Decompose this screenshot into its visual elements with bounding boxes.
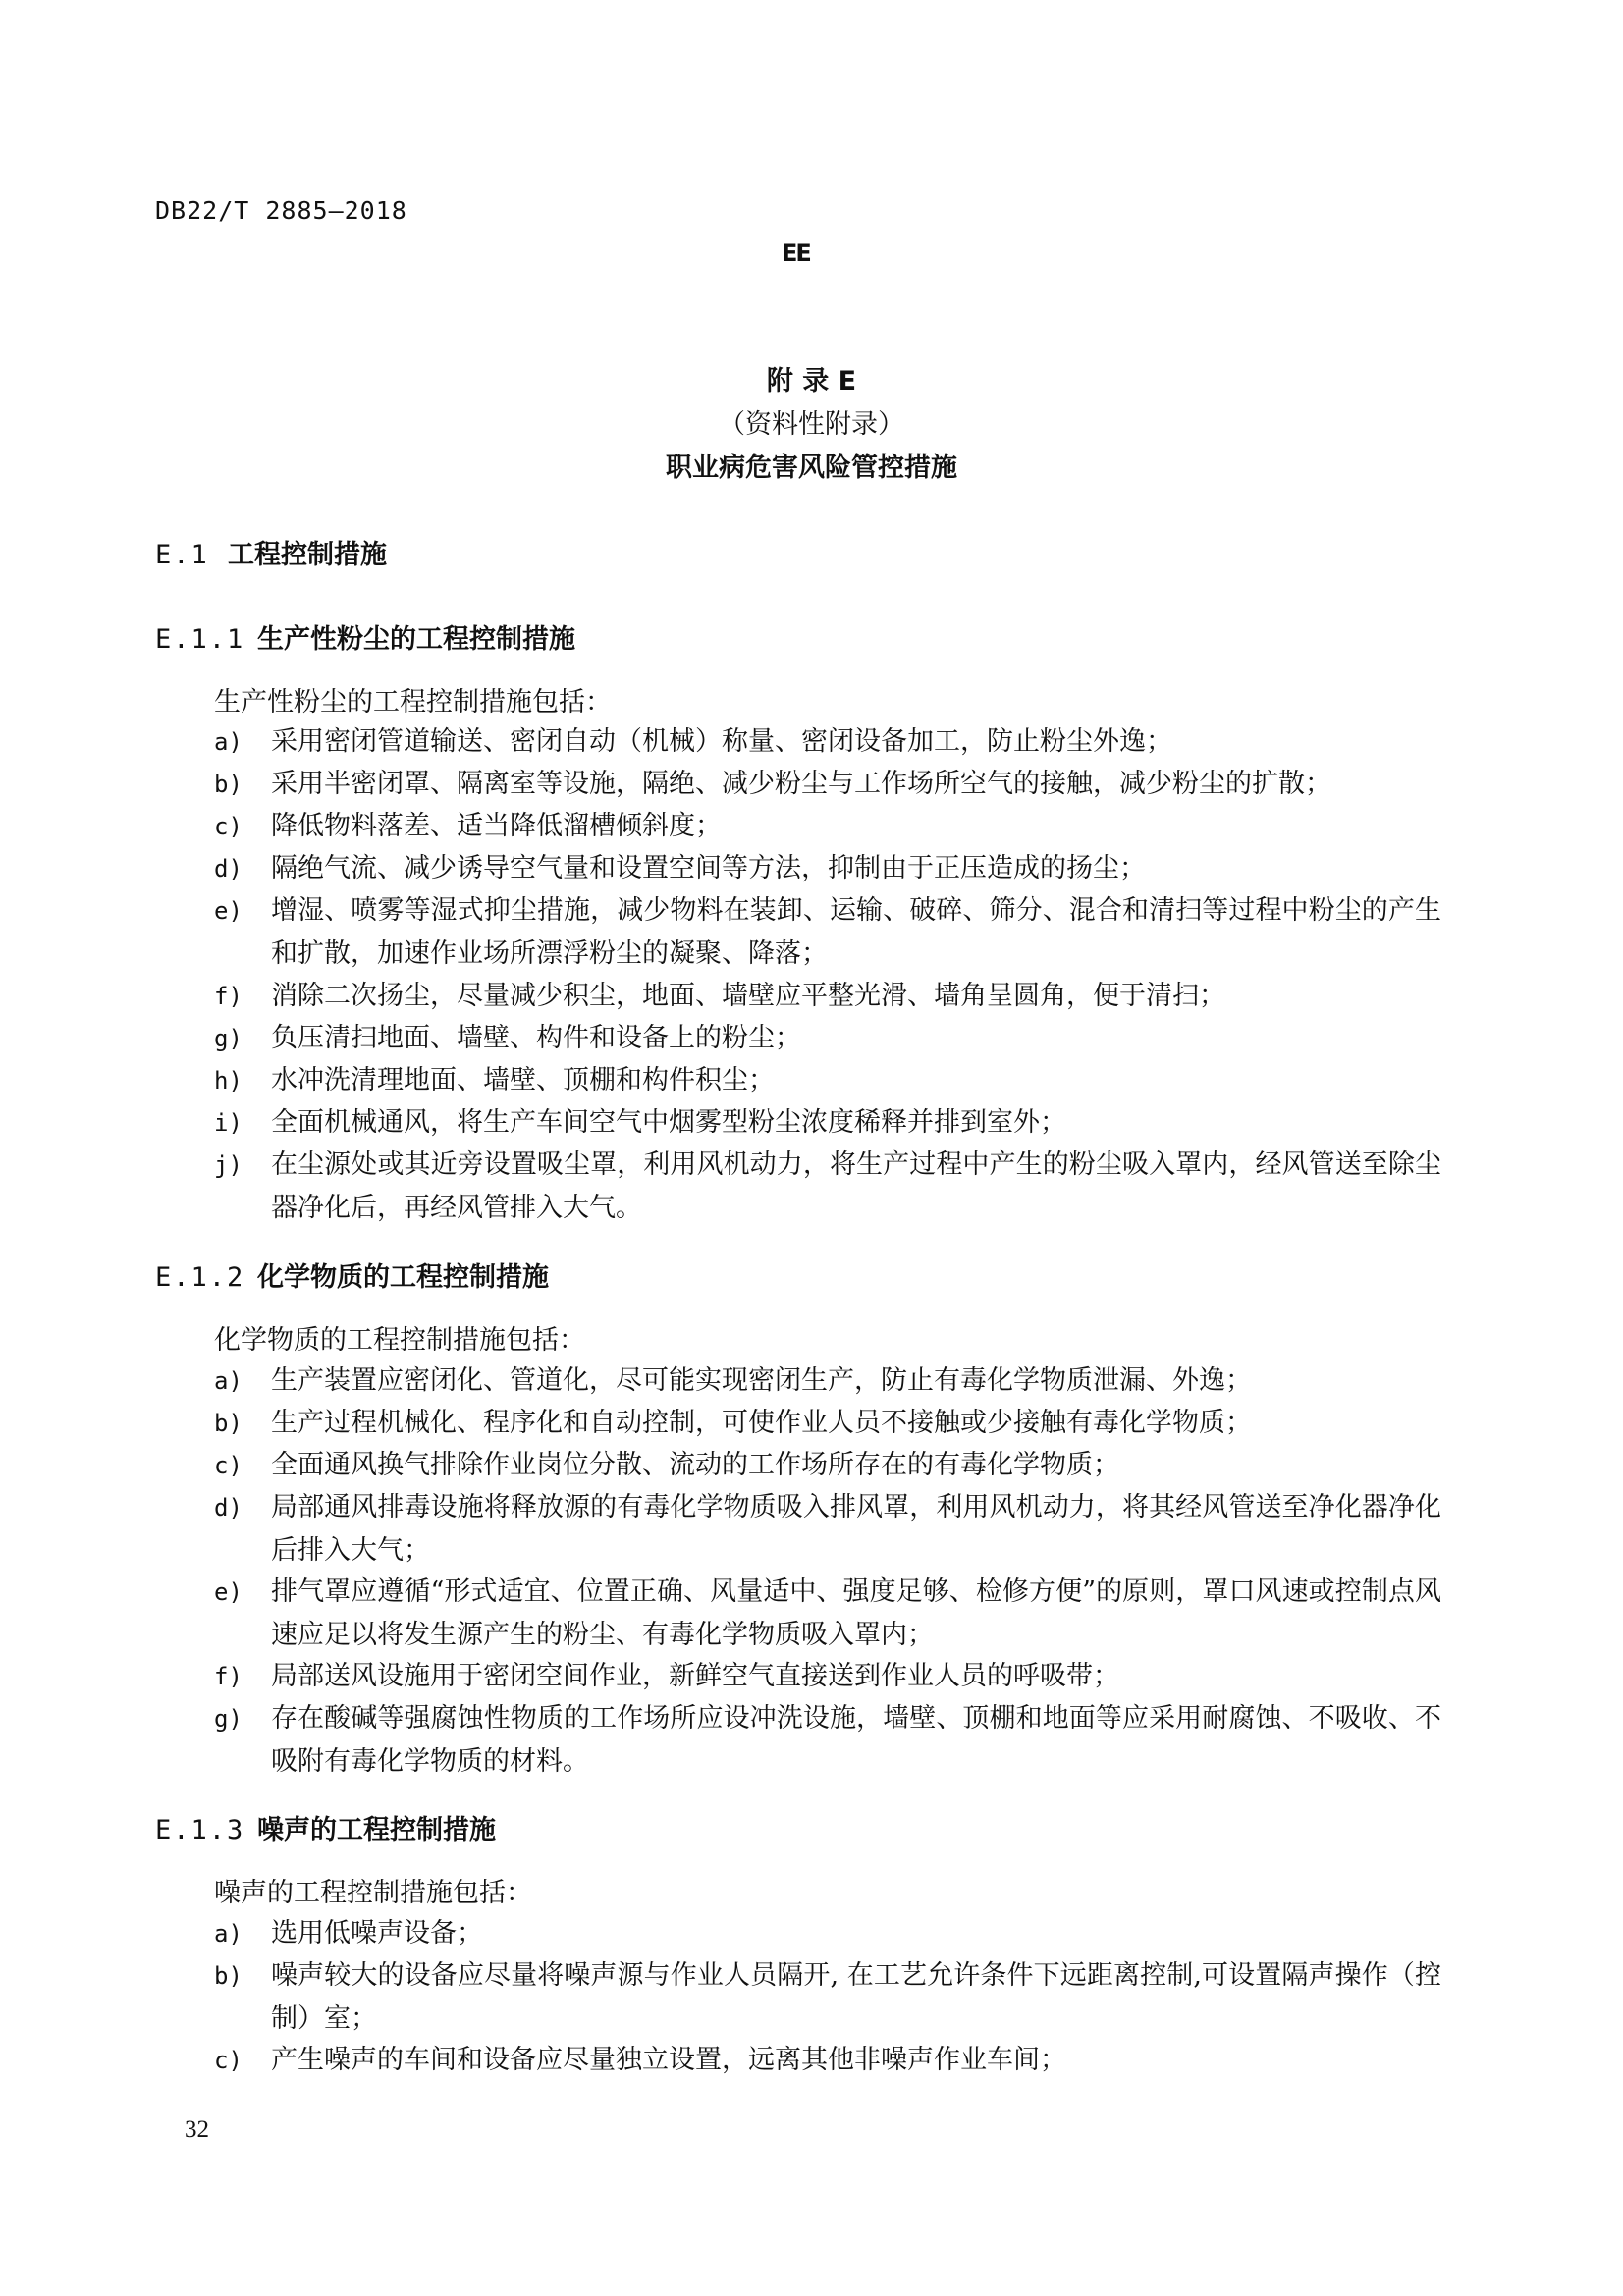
appendix-name: 职业病危害风险管控措施 — [666, 453, 957, 483]
list-item — [214, 1017, 1441, 1060]
list-item-text: 生产装置应密闭化、管道化，尽可能实现密闭生产，防止有毒化学物质泄漏、外逸； — [271, 1365, 1252, 1396]
appendix-subtitle: （资料性附录） — [719, 409, 904, 440]
list-item-label: g) — [214, 1025, 243, 1052]
list-item-label: f) — [214, 983, 243, 1010]
list-item-text: 产生噪声的车间和设备应尽量独立设置，远离其他非噪声作业车间； — [271, 2045, 1066, 2075]
heading-e13-title: 噪声的工程控制措施 — [257, 1815, 496, 1845]
e13-intro: 噪声的工程控制措施包括： — [214, 1878, 532, 1908]
list-item-text: 降低物料落差、适当降低溜槽倾斜度； — [271, 811, 722, 841]
list-item — [214, 975, 1441, 1018]
list-item-text: 水冲洗清理地面、墙壁、顶棚和构件积尘； — [271, 1065, 775, 1095]
list-item-text: 局部送风设施用于密闭空间作业，新鲜空气直接送到作业人员的呼吸带； — [271, 1661, 1119, 1691]
list-item-label: b) — [214, 1962, 243, 1990]
e11-intro: 生产性粉尘的工程控制措施包括： — [214, 687, 612, 718]
list-item-text: 采用密闭管道输送、密闭自动（机械）称量、密闭设备加工，防止粉尘外逸； — [271, 726, 1172, 757]
list-item-label: a) — [214, 728, 243, 756]
list-item — [214, 763, 1441, 806]
heading-e11-number: E.1.1 — [155, 624, 245, 655]
list-item-label: c) — [214, 813, 243, 840]
list-item-text: 生产过程机械化、程序化和自动控制，可使作业人员不接触或少接触有毒化学物质； — [271, 1408, 1252, 1438]
list-item-label: g) — [214, 1705, 243, 1733]
heading-e12 — [155, 1255, 549, 1294]
list-item-label: d) — [214, 1494, 243, 1522]
list-item-label: d) — [214, 855, 243, 882]
list-item — [214, 1571, 1441, 1657]
heading-e13-number: E.1.3 — [155, 1815, 245, 1845]
e12-intro: 化学物质的工程控制措施包括： — [214, 1325, 585, 1356]
list-item-text: 增湿、喷雾等湿式抑尘措施，减少物料在装卸、运输、破碎、筛分、混合和清扫等过程中粉尘的产生和扩散，加速作业场所漂浮粉尘的凝聚、降落； — [271, 895, 1441, 969]
list-item-label: i) — [214, 1109, 243, 1137]
list-item-label: b) — [214, 1410, 243, 1437]
list-item — [214, 1360, 1441, 1403]
list-item-text: 消除二次扬尘，尽量减少积尘，地面、墙壁应平整光滑、墙角呈圆角，便于清扫； — [271, 981, 1225, 1011]
list-item — [214, 889, 1441, 976]
list-item-label: c) — [214, 1452, 243, 1479]
heading-e13 — [155, 1808, 496, 1846]
appendix-title: 附 录 E — [766, 366, 857, 397]
heading-e1 — [155, 533, 387, 571]
list-item — [214, 1402, 1441, 1445]
list-item — [214, 2039, 1441, 2082]
heading-e11 — [155, 617, 575, 656]
list-item — [214, 1697, 1441, 1784]
list-item-text: 负压清扫地面、墙壁、构件和设备上的粉尘； — [271, 1023, 801, 1053]
heading-e11-title: 生产性粉尘的工程控制措施 — [257, 624, 575, 655]
list-item — [214, 1486, 1441, 1573]
heading-e12-title: 化学物质的工程控制措施 — [257, 1262, 549, 1293]
section-mark: EE — [782, 240, 810, 267]
list-item-text: 在尘源处或其近旁设置吸尘罩，利用风机动力，将生产过程中产生的粉尘吸入罩内，经风管送至除尘器净化后，再经风管排入大气。 — [271, 1149, 1441, 1223]
list-item-text: 局部通风排毒设施将释放源的有毒化学物质吸入排风罩，利用风机动力，将其经风管送至净化器净化后排入大气； — [271, 1492, 1441, 1566]
page-number: 32 — [185, 2116, 209, 2143]
list-item-label: a) — [214, 1920, 243, 1948]
list-item-text: 全面机械通风，将生产车间空气中烟雾型粉尘浓度稀释并排到室外； — [271, 1107, 1066, 1138]
list-item — [214, 1954, 1441, 2041]
list-item-text: 采用半密闭罩、隔离室等设施，隔绝、减少粉尘与工作场所空气的接触，减少粉尘的扩散； — [271, 769, 1331, 799]
list-item — [214, 1444, 1441, 1487]
list-item — [214, 805, 1441, 848]
list-item — [214, 1059, 1441, 1102]
list-item-text: 全面通风换气排除作业岗位分散、流动的工作场所存在的有毒化学物质； — [271, 1450, 1119, 1480]
document-id: DB22/T 2885—2018 — [155, 196, 407, 225]
list-item-label: a) — [214, 1367, 243, 1395]
list-item-text: 排气罩应遵循“形式适宜、位置正确、风量适中、强度足够、检修方便”的原则，罩口风速或控制点风速应足以将发生源产生的粉尘、有毒化学物质吸入罩内； — [271, 1576, 1441, 1650]
list-item-text: 存在酸碱等强腐蚀性物质的工作场所应设冲洗设施，墙壁、顶棚和地面等应采用耐腐蚀、不吸收、不吸附有毒化学物质的材料。 — [271, 1703, 1441, 1777]
list-item — [214, 721, 1441, 764]
heading-e1-title: 工程控制措施 — [228, 540, 387, 570]
list-item-label: e) — [214, 897, 243, 925]
list-item-label: j) — [214, 1151, 243, 1179]
heading-e12-number: E.1.2 — [155, 1262, 245, 1293]
list-item-label: b) — [214, 771, 243, 798]
list-item — [214, 1655, 1441, 1698]
list-item — [214, 1144, 1441, 1230]
list-item-label: h) — [214, 1067, 243, 1095]
list-item-text: 隔绝气流、减少诱导空气量和设置空间等方法，抑制由于正压造成的扬尘； — [271, 853, 1146, 883]
list-item-label: c) — [214, 2047, 243, 2074]
list-item-label: e) — [214, 1578, 243, 1606]
list-item-text: 选用低噪声设备； — [271, 1918, 483, 1949]
list-item-label: f) — [214, 1663, 243, 1690]
heading-e1-number: E.1 — [155, 540, 209, 570]
list-item — [214, 1912, 1441, 1955]
list-item-text: 噪声较大的设备应尽量将噪声源与作业人员隔开, 在工艺允许条件下远距离控制,可设置隔声操作（控制）室； — [271, 1960, 1441, 2034]
list-item — [214, 847, 1441, 890]
list-item — [214, 1101, 1441, 1145]
